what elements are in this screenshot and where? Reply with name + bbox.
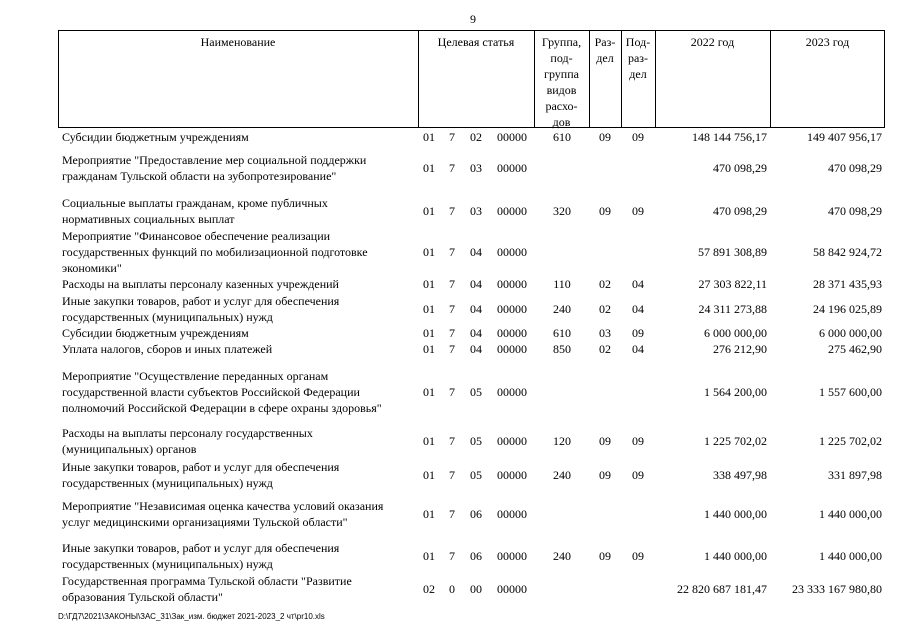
cell-c: 04 bbox=[470, 326, 482, 340]
row-name: Социальные выплаты гражданам, кроме публичных нормативных социальных выплат bbox=[62, 196, 328, 226]
row-name: Уплата налогов, сборов и иных платежей bbox=[62, 342, 273, 356]
cell-sec: 09 bbox=[599, 468, 611, 482]
cell-v2023: 6 000 000,00 bbox=[819, 326, 882, 340]
cell-c: 05 bbox=[470, 385, 482, 399]
cell-v2022: 6 000 000,00 bbox=[704, 326, 767, 340]
row-name: Мероприятие "Финансовое обеспечение реализации государственных функций по мобилизационной подготовке экономики" bbox=[62, 229, 368, 275]
cell-a: 01 bbox=[423, 326, 435, 340]
header-name: Наименование bbox=[200, 35, 276, 49]
cell-d: 00000 bbox=[497, 549, 527, 563]
cell-v2023: 470 098,29 bbox=[828, 161, 882, 175]
cell-sub: 09 bbox=[632, 468, 644, 482]
table-row bbox=[0, 195, 905, 227]
row-name: Мероприятие "Независимая оценка качества условий оказания услуг медицинскими организациями Тульской области" bbox=[62, 499, 384, 529]
cell-d: 00000 bbox=[497, 161, 527, 175]
header-target: Целевая статья bbox=[437, 35, 515, 49]
cell-d: 00000 bbox=[497, 130, 527, 144]
cell-sub: 04 bbox=[632, 302, 644, 316]
cell-a: 01 bbox=[423, 342, 435, 356]
cell-v2022: 1 440 000,00 bbox=[704, 549, 767, 563]
cell-b: 7 bbox=[449, 434, 455, 448]
cell-sub: 04 bbox=[632, 342, 644, 356]
cell-v2022: 1 564 200,00 bbox=[704, 385, 767, 399]
table-row bbox=[0, 129, 905, 145]
cell-v2022: 148 144 756,17 bbox=[692, 130, 767, 144]
cell-a: 01 bbox=[423, 385, 435, 399]
cell-d: 00000 bbox=[497, 434, 527, 448]
cell-v2022: 1 440 000,00 bbox=[704, 507, 767, 521]
row-name: Субсидии бюджетным учреждениям bbox=[62, 130, 249, 144]
table-row bbox=[0, 368, 905, 416]
cell-a: 01 bbox=[423, 245, 435, 259]
table-row bbox=[0, 325, 905, 341]
cell-c: 06 bbox=[470, 507, 482, 521]
row-name: Мероприятие "Предоставление мер социальной поддержки гражданам Тульской области на зубопротезирование" bbox=[62, 153, 367, 183]
cell-v2023: 1 557 600,00 bbox=[819, 385, 882, 399]
cell-v2023: 149 407 956,17 bbox=[807, 130, 882, 144]
row-name: Расходы на выплаты персоналу государственных (муниципальных) органов bbox=[62, 426, 313, 456]
cell-sec: 02 bbox=[599, 342, 611, 356]
cell-c: 00 bbox=[470, 582, 482, 596]
cell-a: 01 bbox=[423, 204, 435, 218]
cell-b: 7 bbox=[449, 549, 455, 563]
cell-sec: 09 bbox=[599, 549, 611, 563]
cell-grp: 240 bbox=[553, 302, 571, 316]
cell-a: 01 bbox=[423, 130, 435, 144]
cell-d: 00000 bbox=[497, 342, 527, 356]
cell-sec: 03 bbox=[599, 326, 611, 340]
cell-b: 7 bbox=[449, 245, 455, 259]
cell-c: 04 bbox=[470, 302, 482, 316]
cell-b: 7 bbox=[449, 326, 455, 340]
footer-path: D:\ГД7\2021\ЗАКОНЫ\ЗАС_31\Зак_изм. бюджет 2021-2023_2 чт\рr10.xls bbox=[58, 612, 325, 621]
cell-d: 00000 bbox=[497, 326, 527, 340]
cell-c: 04 bbox=[470, 245, 482, 259]
cell-b: 7 bbox=[449, 342, 455, 356]
cell-a: 01 bbox=[423, 277, 435, 291]
header-2023: 2023 год bbox=[805, 35, 850, 49]
cell-d: 00000 bbox=[497, 245, 527, 259]
cell-grp: 610 bbox=[553, 130, 571, 144]
row-name: Государственная программа Тульской области "Развитие образования Тульской области" bbox=[62, 574, 352, 604]
cell-v2023: 23 333 167 980,80 bbox=[792, 582, 882, 596]
cell-sub: 09 bbox=[632, 204, 644, 218]
header-2022: 2022 год bbox=[690, 35, 735, 49]
cell-sub: 09 bbox=[632, 326, 644, 340]
cell-v2023: 1 440 000,00 bbox=[819, 507, 882, 521]
cell-v2023: 1 225 702,02 bbox=[819, 434, 882, 448]
cell-c: 06 bbox=[470, 549, 482, 563]
cell-v2023: 331 897,98 bbox=[828, 468, 882, 482]
cell-a: 01 bbox=[423, 161, 435, 175]
page-number: 9 bbox=[470, 12, 476, 26]
cell-b: 7 bbox=[449, 130, 455, 144]
cell-b: 7 bbox=[449, 302, 455, 316]
cell-sec: 09 bbox=[599, 130, 611, 144]
cell-v2022: 470 098,29 bbox=[713, 204, 767, 218]
cell-grp: 320 bbox=[553, 204, 571, 218]
cell-sec: 09 bbox=[599, 204, 611, 218]
cell-v2023: 58 842 924,72 bbox=[813, 245, 882, 259]
cell-b: 7 bbox=[449, 161, 455, 175]
header-group: Группа, под- группа видов расхо- дов bbox=[541, 35, 582, 129]
cell-a: 01 bbox=[423, 302, 435, 316]
cell-a: 01 bbox=[423, 434, 435, 448]
cell-grp: 610 bbox=[553, 326, 571, 340]
row-name: Иные закупки товаров, работ и услуг для обеспечения государственных (муниципальных) нужд bbox=[62, 541, 340, 571]
cell-sub: 09 bbox=[632, 549, 644, 563]
cell-v2022: 24 311 273,88 bbox=[698, 302, 767, 316]
table-row bbox=[0, 459, 905, 491]
cell-c: 05 bbox=[470, 468, 482, 482]
row-name: Мероприятие "Осуществление переданных органам государственной власти субъектов Российской Федерации полномочий Российской Федерации в сфере охраны здоровья" bbox=[62, 369, 382, 415]
row-name: Расходы на выплаты персоналу казенных учреждений bbox=[62, 277, 339, 291]
table-row bbox=[0, 498, 905, 530]
cell-b: 0 bbox=[449, 582, 455, 596]
cell-v2022: 338 497,98 bbox=[713, 468, 767, 482]
table-row bbox=[0, 425, 905, 457]
cell-v2022: 27 303 822,11 bbox=[698, 277, 767, 291]
table-row bbox=[0, 341, 905, 357]
cell-c: 04 bbox=[470, 277, 482, 291]
cell-v2022: 57 891 308,89 bbox=[698, 245, 767, 259]
cell-v2023: 470 098,29 bbox=[828, 204, 882, 218]
table-row bbox=[0, 293, 905, 325]
cell-sec: 02 bbox=[599, 277, 611, 291]
cell-d: 00000 bbox=[497, 385, 527, 399]
cell-a: 01 bbox=[423, 468, 435, 482]
cell-grp: 110 bbox=[553, 277, 571, 291]
cell-c: 03 bbox=[470, 161, 482, 175]
cell-v2023: 1 440 000,00 bbox=[819, 549, 882, 563]
cell-a: 02 bbox=[423, 582, 435, 596]
table-row bbox=[0, 228, 905, 276]
cell-c: 04 bbox=[470, 342, 482, 356]
cell-v2023: 24 196 025,89 bbox=[813, 302, 882, 316]
cell-c: 03 bbox=[470, 204, 482, 218]
cell-d: 00000 bbox=[497, 507, 527, 521]
cell-sub: 09 bbox=[632, 130, 644, 144]
cell-b: 7 bbox=[449, 507, 455, 521]
cell-sub: 09 bbox=[632, 434, 644, 448]
table-row bbox=[0, 276, 905, 292]
cell-grp: 240 bbox=[553, 549, 571, 563]
cell-d: 00000 bbox=[497, 302, 527, 316]
row-name: Иные закупки товаров, работ и услуг для обеспечения государственных (муниципальных) нужд bbox=[62, 294, 340, 324]
cell-b: 7 bbox=[449, 468, 455, 482]
cell-sub: 04 bbox=[632, 277, 644, 291]
cell-d: 00000 bbox=[497, 582, 527, 596]
table-row bbox=[0, 573, 905, 605]
cell-a: 01 bbox=[423, 549, 435, 563]
cell-v2023: 28 371 435,93 bbox=[813, 277, 882, 291]
cell-b: 7 bbox=[449, 204, 455, 218]
cell-d: 00000 bbox=[497, 468, 527, 482]
cell-v2022: 276 212,90 bbox=[713, 342, 767, 356]
cell-a: 01 bbox=[423, 507, 435, 521]
row-name: Субсидии бюджетным учреждениям bbox=[62, 326, 249, 340]
header-subsection: Под- раз- дел bbox=[625, 35, 651, 81]
cell-d: 00000 bbox=[497, 277, 527, 291]
cell-b: 7 bbox=[449, 385, 455, 399]
row-name: Иные закупки товаров, работ и услуг для обеспечения государственных (муниципальных) нужд bbox=[62, 460, 340, 490]
cell-sec: 02 bbox=[599, 302, 611, 316]
cell-v2022: 22 820 687 181,47 bbox=[677, 582, 767, 596]
cell-grp: 120 bbox=[553, 434, 571, 448]
cell-v2022: 470 098,29 bbox=[713, 161, 767, 175]
cell-d: 00000 bbox=[497, 204, 527, 218]
table-row bbox=[0, 540, 905, 572]
cell-grp: 240 bbox=[553, 468, 571, 482]
cell-b: 7 bbox=[449, 277, 455, 291]
cell-c: 05 bbox=[470, 434, 482, 448]
cell-v2023: 275 462,90 bbox=[828, 342, 882, 356]
header-section: Раз- дел bbox=[594, 35, 616, 65]
cell-sec: 09 bbox=[599, 434, 611, 448]
table-row bbox=[0, 152, 905, 184]
cell-c: 02 bbox=[470, 130, 482, 144]
cell-grp: 850 bbox=[553, 342, 571, 356]
cell-v2022: 1 225 702,02 bbox=[704, 434, 767, 448]
